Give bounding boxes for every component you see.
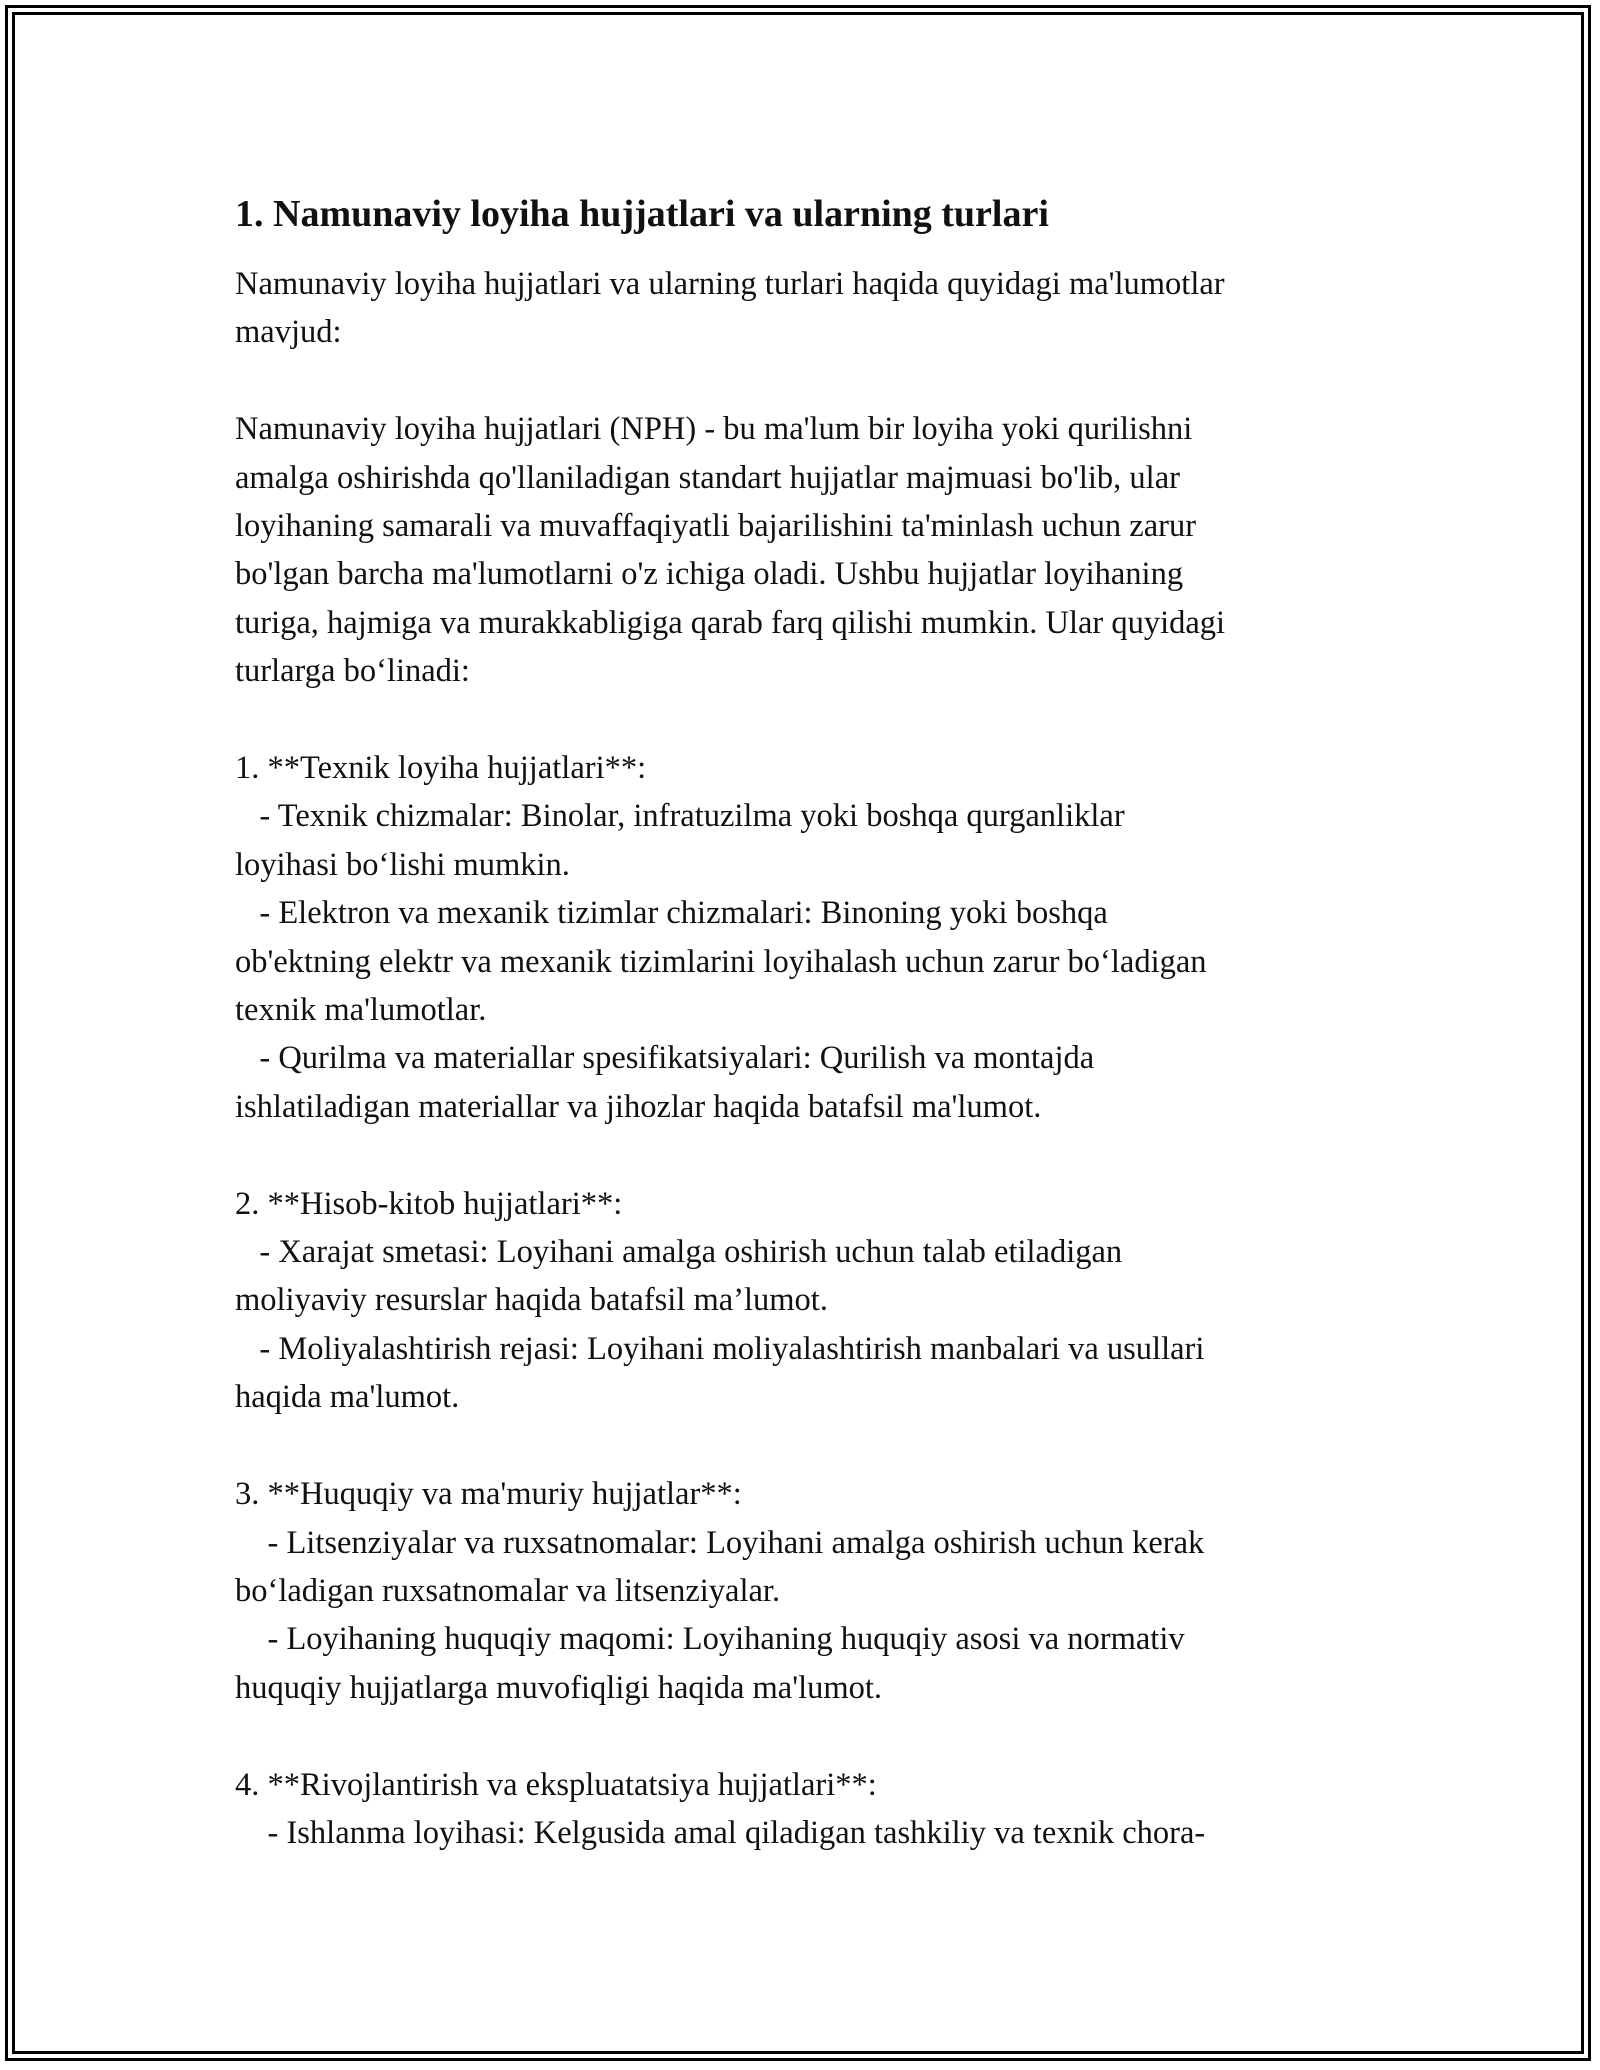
document-title: 1. Namunaviy loyiha hujjatlari va ularning turlari (235, 193, 1049, 235)
text-line: - Moliyalashtirish rejasi: Loyihani moliyalashtirish manbalari va usullari (235, 1330, 1205, 1367)
text-line: amalga oshirishda qo'llaniladigan standart hujjatlar majmuasi bo'lib, ular (235, 459, 1180, 496)
text-line: loyihaning samarali va muvaffaqiyatli bajarilishini ta'minlash uchun zarur (235, 508, 1197, 545)
text-line: - Texnik chizmalar: Binolar, infratuzilma yoki boshqa qurganliklar (235, 798, 1125, 835)
text-line: mavjud: (235, 314, 342, 351)
section-heading: 2. **Hisob-kitob hujjatlari**: (235, 1185, 623, 1222)
section-development-documents (235, 1761, 1375, 1858)
section-technical-documents (235, 744, 1375, 1131)
text-line: Namunaviy loyiha hujjatlari va ularning turlari haqida quyidagi ma'lumotlar (235, 266, 1225, 302)
text-line: - Ishlanma loyihasi: Kelgusida amal qiladigan tashkiliy va texnik chora- (235, 1814, 1206, 1851)
text-line: turlarga bo‘linadi: (235, 653, 470, 690)
text-line: moliyaviy resurslar haqida batafsil ma’lumot. (235, 1282, 828, 1319)
section-legal-documents (235, 1470, 1375, 1712)
document-body (235, 190, 1375, 1857)
text-line: - Loyihaning huquqiy maqomi: Loyihaning huquqiy asosi va normativ (235, 1621, 1185, 1658)
text-line: - Elektron va mexanik tizimlar chizmalari: Binoning yoki boshqa (235, 895, 1108, 932)
paragraph-gap (235, 1712, 1375, 1760)
text-line: - Qurilma va materiallar spesifikatsiyalari: Qurilish va montajda (235, 1040, 1095, 1077)
section-heading: 3. **Huquqiy va ma'muriy hujjatlar**: (235, 1476, 742, 1513)
text-line: huquqiy hujjatlarga muvofiqligi haqida ma'lumot. (235, 1669, 883, 1706)
text-line: ishlatiladigan materiallar va jihozlar haqida batafsil ma'lumot. (235, 1088, 1042, 1125)
intro-paragraph (235, 260, 1375, 357)
text-line: bo'lgan barcha ma'lumotlarni o'z ichiga oladi. Ushbu hujjatlar loyihaning (235, 556, 1184, 593)
text-line: - Xarajat smetasi: Loyihani amalga oshirish uchun talab etiladigan (235, 1234, 1123, 1271)
section-accounting-documents (235, 1180, 1375, 1422)
paragraph-gap (235, 696, 1375, 744)
text-line: - Litsenziyalar va ruxsatnomalar: Loyihani amalga oshirish uchun kerak (235, 1524, 1205, 1561)
text-line: turiga, hajmiga va murakkabligiga qarab farq qilishi mumkin. Ular quyidagi (235, 604, 1226, 641)
paragraph-gap (235, 357, 1375, 405)
text-line: loyihasi bo‘lishi mumkin. (235, 846, 570, 883)
text-line: texnik ma'lumotlar. (235, 992, 487, 1029)
paragraph-gap (235, 1422, 1375, 1470)
text-line: ob'ektning elektr va mexanik tizimlarini loyihalash uchun zarur bo‘ladigan (235, 943, 1207, 980)
definition-paragraph (235, 405, 1375, 695)
text-line: haqida ma'lumot. (235, 1379, 460, 1416)
section-heading: 1. **Texnik loyiha hujjatlari**: (235, 750, 647, 787)
text-line: bo‘ladigan ruxsatnomalar va litsenziyalar. (235, 1572, 781, 1609)
paragraph-gap (235, 1131, 1375, 1179)
section-heading: 4. **Rivojlantirish va ekspluatatsiya hujjatlari**: (235, 1766, 877, 1803)
text-line: Namunaviy loyiha hujjatlari (NPH) - bu ma'lum bir loyiha yoki qurilishni (235, 411, 1193, 448)
